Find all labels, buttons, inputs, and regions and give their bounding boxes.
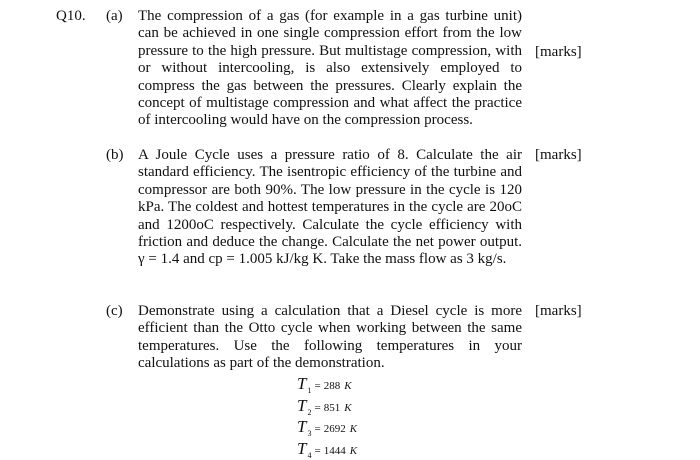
temperature-row-2 xyxy=(297,396,357,418)
temp-value: 1444 xyxy=(323,444,346,457)
temperature-row-1 xyxy=(297,374,357,396)
temperature-list xyxy=(297,374,357,460)
temp-subscript: 2 xyxy=(307,407,312,417)
part-a-text: The compression of a gas (for example in a gas turbine unit) can be achieved in one single compression effort from the low pressure to the high pressure. But multistage compression, with or without intercooling, is also extensively employed to compress the gas between the pressures. Clearly explain the concept of multistage compression and what affect the practice of intercooling would have on the compression process. xyxy=(138,8,522,129)
temp-value: 851 xyxy=(323,401,341,414)
temperature-row-4 xyxy=(297,439,357,460)
temp-symbol: T xyxy=(297,374,307,393)
temp-equals: = xyxy=(314,380,321,392)
temp-unit: K xyxy=(344,401,352,414)
question-number: Q10. xyxy=(56,8,86,24)
temp-subscript: 3 xyxy=(307,429,312,438)
part-b-label: (b) xyxy=(106,147,124,163)
temp-symbol: T xyxy=(297,417,307,436)
part-b-marks: [marks] xyxy=(535,147,582,163)
part-a-label: (a) xyxy=(106,8,123,24)
temp-symbol: T xyxy=(297,438,307,458)
temperature-row-3 xyxy=(297,417,357,439)
temp-value: 2692 xyxy=(323,423,346,435)
temp-value: 288 xyxy=(323,380,341,392)
temp-symbol: T xyxy=(297,395,307,415)
temp-unit: K xyxy=(344,380,352,392)
part-b-text: A Joule Cycle uses a pressure ratio of 8. Calculate the air standard efficiency. The isentropic efficiency of the turbine and compressor are both 90%. The low pressure in the cycle is 120 kPa. The coldest and hottest temperatures in the cycle are 20oC and 1200oC respectively. Calculate the cycle efficiency with friction and deduce the change. Calculate the net power output. γ = 1.4 and cp = 1.005 kJ/kg K. Take the mass flow as 3 kg/s. xyxy=(138,147,522,268)
part-c-text: Demonstrate using a calculation that a Diesel cycle is more efficient than the Otto cycle when working between the same temperatures. Use the following temperatures in your calculations as part of the demonstration. xyxy=(138,303,522,372)
temp-unit: K xyxy=(349,444,358,457)
part-c-marks: [marks] xyxy=(535,303,582,319)
part-c-label: (c) xyxy=(106,303,123,319)
part-a-marks: [marks] xyxy=(535,44,582,60)
temp-unit: K xyxy=(349,423,358,435)
temp-equals: = xyxy=(314,401,321,414)
temp-subscript: 1 xyxy=(307,386,312,395)
temp-equals: = xyxy=(314,423,321,435)
temp-equals: = xyxy=(314,444,321,457)
temp-subscript: 4 xyxy=(307,450,312,460)
